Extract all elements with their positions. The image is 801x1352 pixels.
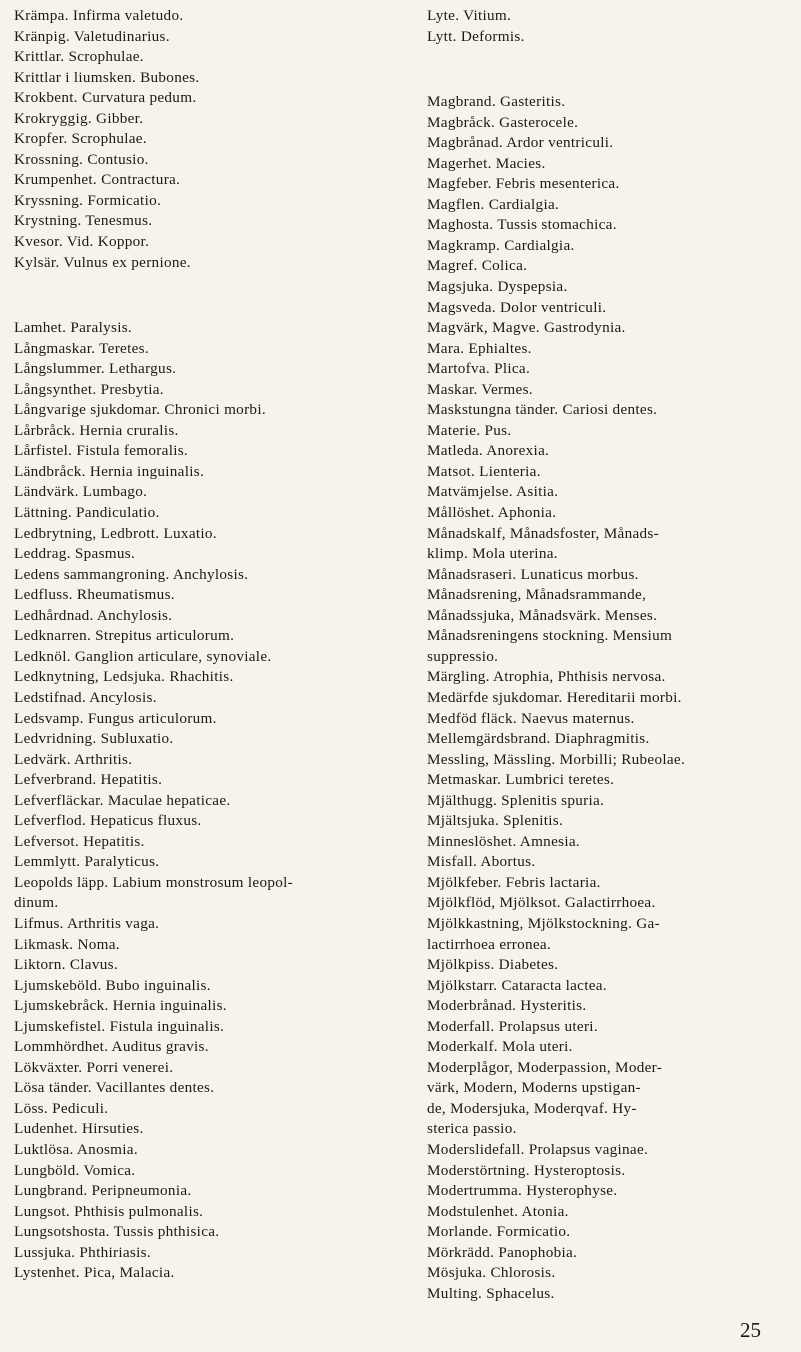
entry-line: Lytt. Deformis. [427, 27, 525, 45]
entry-line: Mjölkflöd, Mjölksot. Galactirrhoea. [427, 894, 656, 912]
entry-line: Mållöshet. Aphonia. [427, 504, 557, 522]
entry-line: Ländvärk. Lumbago. [14, 483, 148, 501]
entry-line: Magflen. Cardialgia. [427, 195, 560, 213]
entry-line: Likmask. Noma. [14, 935, 120, 953]
entry-line: Ledens sammangroning. Anchylosis. [14, 565, 249, 583]
entry-group-m [427, 92, 799, 1304]
entry-line: värk, Modern, Moderns upstigan- [427, 1079, 641, 1097]
section-gap [427, 47, 799, 92]
entry-line: Krittlar i liumsken. Bubones. [14, 68, 200, 86]
entry-line: Magerhet. Macies. [427, 154, 546, 172]
entry-line: Materie. Pus. [427, 421, 512, 439]
entry-line: Modstulenhet. Atonia. [427, 1202, 569, 1220]
entry-line: Matvämjelse. Asitia. [427, 483, 559, 501]
entry-line: Leddrag. Spasmus. [14, 545, 136, 563]
entry-line: Långslummer. Lethargus. [14, 360, 177, 378]
entry-line: Lungsot. Phthisis pulmonalis. [14, 1202, 204, 1220]
entry-line: Lårfistel. Fistula femoralis. [14, 442, 189, 460]
entry-line: Maskar. Vermes. [427, 380, 533, 398]
entry-line: Morlande. Formicatio. [427, 1223, 571, 1241]
left-column [14, 6, 414, 1284]
entry-line: Ljumskefistel. Fistula inguinalis. [14, 1017, 225, 1035]
entry-line: Minneslöshet. Amnesia. [427, 832, 580, 850]
entry-line: Krossning. Contusio. [14, 150, 149, 168]
entry-line: Magsveda. Dolor ventriculi. [427, 298, 607, 316]
entry-line: Liktorn. Clavus. [14, 956, 118, 974]
entry-line: Magbrånad. Ardor ventriculi. [427, 134, 614, 152]
entry-line: Matsot. Lienteria. [427, 462, 541, 480]
entry-line: Moderplågor, Moderpassion, Moder- [427, 1058, 663, 1076]
page-number: 25 [740, 1318, 761, 1342]
entry-line: Långsynthet. Presbytia. [14, 380, 164, 398]
entry-line: Lussjuka. Phthiriasis. [14, 1243, 151, 1261]
entry-line: Mara. Ephialtes. [427, 339, 532, 357]
entry-line: Kränpig. Valetudinarius. [14, 27, 170, 45]
entry-line: Metmaskar. Lumbrici teretes. [427, 771, 615, 789]
entry-line: lactirrhoea erronea. [427, 935, 552, 953]
entry-line: Löss. Pediculi. [14, 1099, 109, 1117]
entry-line: Moderfall. Prolapsus uteri. [427, 1017, 598, 1035]
entry-line: Moderstörtning. Hysteroptosis. [427, 1161, 626, 1179]
entry-line: Messling, Mässling. Morbilli; Rubeolae. [427, 750, 686, 768]
entry-line: Lefverbrand. Hepatitis. [14, 771, 163, 789]
right-column [427, 6, 799, 1304]
entry-line: Martofva. Plica. [427, 360, 531, 378]
entry-line: Lösa tänder. Vacillantes dentes. [14, 1079, 215, 1097]
entry-line: Lemmlytt. Paralyticus. [14, 853, 160, 871]
entry-line: Ledhårdnad. Anchylosis. [14, 606, 173, 624]
entry-line: Märgling. Atrophia, Phthisis nervosa. [427, 668, 666, 686]
entry-line: klimp. Mola uterina. [427, 545, 558, 563]
entry-line: Magbrand. Gasteritis. [427, 93, 566, 111]
entry-line: Medföd fläck. Naevus maternus. [427, 709, 635, 727]
entry-line: Luktlösa. Anosmia. [14, 1140, 138, 1158]
entry-line: Kryssning. Formicatio. [14, 191, 162, 209]
entry-line: Magkramp. Cardialgia. [427, 236, 575, 254]
entry-line: Krystning. Tenesmus. [14, 212, 153, 230]
entry-line: Mjälthugg. Splenitis spuria. [427, 791, 605, 809]
entry-line: Krumpenhet. Contractura. [14, 171, 181, 189]
entry-line: Kropfer. Scrophulae. [14, 130, 147, 148]
entry-group-ly [427, 6, 799, 47]
entry-line: Månadssjuka, Månadsvärk. Menses. [427, 606, 658, 624]
entry-line: Krokbent. Curvatura pedum. [14, 89, 197, 107]
entry-line: Medärfde sjukdomar. Hereditarii morbi. [427, 688, 682, 706]
entry-line: Ländbråck. Hernia inguinalis. [14, 462, 205, 480]
entry-line: Mjölkstarr. Cataracta lactea. [427, 976, 607, 994]
entry-line: Lefverflod. Hepaticus fluxus. [14, 812, 202, 830]
entry-line: Månadsrening, Månadsrammande, [427, 586, 647, 604]
entry-line: Krokryggig. Gibber. [14, 109, 144, 127]
entry-line: Mjältsjuka. Splenitis. [427, 812, 564, 830]
entry-line: Ledvärk. Arthritis. [14, 750, 133, 768]
entry-line: Mjölkpiss. Diabetes. [427, 956, 559, 974]
entry-line: Lamhet. Paralysis. [14, 319, 133, 337]
entry-line: Misfall. Abortus. [427, 853, 536, 871]
entry-line: Magref. Colica. [427, 257, 528, 275]
entry-line: Kylsär. Vulnus ex pernione. [14, 253, 191, 271]
entry-line: Ledsvamp. Fungus articulorum. [14, 709, 217, 727]
entry-line: Mjölkkastning, Mjölkstockning. Ga- [427, 914, 660, 932]
entry-line: Månadskalf, Månadsfoster, Månads- [427, 524, 659, 542]
entry-line: Lättning. Pandiculatio. [14, 504, 160, 522]
entry-line: Ledfluss. Rheumatismus. [14, 586, 175, 604]
entry-line: Månadsraseri. Lunaticus morbus. [427, 565, 639, 583]
entry-line: Lystenhet. Pica, Malacia. [14, 1264, 175, 1282]
entry-line: Mjölkfeber. Febris lactaria. [427, 873, 601, 891]
entry-line: Lefversot. Hepatitis. [14, 832, 145, 850]
entry-line: sterica passio. [427, 1120, 517, 1138]
entry-line: Mellemgärdsbrand. Diaphragmitis. [427, 730, 650, 748]
entry-group-l [14, 318, 414, 1284]
entry-line: Långmaskar. Teretes. [14, 339, 149, 357]
entry-line: Magfeber. Febris mesenterica. [427, 175, 620, 193]
entry-line: Matleda. Anorexia. [427, 442, 550, 460]
entry-line: Kvesor. Vid. Koppor. [14, 233, 150, 251]
entry-line: Moderbrånad. Hysteritis. [427, 997, 587, 1015]
entry-group-k [14, 6, 414, 273]
entry-line: Leopolds läpp. Labium monstrosum leopol- [14, 873, 294, 891]
entry-line: Ljumskebråck. Hernia inguinalis. [14, 997, 227, 1015]
entry-line: Lyte. Vitium. [427, 7, 512, 24]
entry-line: Lårbråck. Hernia cruralis. [14, 421, 179, 439]
entry-line: Ledstifnad. Ancylosis. [14, 688, 157, 706]
section-gap [14, 273, 414, 318]
entry-line: Ledknöl. Ganglion articulare, synoviale. [14, 647, 272, 665]
entry-line: dinum. [14, 894, 59, 912]
entry-line: Ludenhet. Hirsuties. [14, 1120, 144, 1138]
entry-line: Moderkalf. Mola uteri. [427, 1038, 573, 1056]
entry-line: Lungsotshosta. Tussis phthisica. [14, 1223, 220, 1241]
entry-line: Krämpa. Infirma valetudo. [14, 7, 184, 24]
entry-line: Lökväxter. Porri venerei. [14, 1058, 174, 1076]
entry-line: Ljumskeböld. Bubo inguinalis. [14, 976, 211, 994]
entry-line: Lefverfläckar. Maculae hepaticae. [14, 791, 231, 809]
entry-line: Lommhördhet. Auditus gravis. [14, 1038, 209, 1056]
entry-line: Lungbrand. Peripneumonia. [14, 1182, 192, 1200]
entry-line: Modertrumma. Hysterophyse. [427, 1182, 618, 1200]
entry-line: Lungböld. Vomica. [14, 1161, 136, 1179]
entry-line: de, Modersjuka, Moderqvaf. Hy- [427, 1099, 637, 1117]
entry-line: Månadsreningens stockning. Mensium [427, 627, 673, 645]
entry-line: Lifmus. Arthritis vaga. [14, 914, 160, 932]
entry-line: Krittlar. Scrophulae. [14, 48, 144, 66]
entry-line: Ledknytning, Ledsjuka. Rhachitis. [14, 668, 234, 686]
entry-line: Långvarige sjukdomar. Chronici morbi. [14, 401, 266, 419]
entry-line: Multing. Sphacelus. [427, 1284, 555, 1302]
entry-line: Maghosta. Tussis stomachica. [427, 216, 617, 234]
entry-line: Ledbrytning, Ledbrott. Luxatio. [14, 524, 217, 542]
entry-line: Ledknarren. Strepitus articulorum. [14, 627, 235, 645]
entry-line: Magsjuka. Dyspepsia. [427, 278, 568, 296]
entry-line: Magvärk, Magve. Gastrodynia. [427, 319, 626, 337]
entry-line: Moderslidefall. Prolapsus vaginae. [427, 1140, 649, 1158]
entry-line: Ledvridning. Subluxatio. [14, 730, 174, 748]
entry-line: Mörkrädd. Panophobia. [427, 1243, 578, 1261]
entry-line: suppressio. [427, 647, 499, 665]
entry-line: Magbråck. Gasterocele. [427, 113, 579, 131]
entry-line: Maskstungna tänder. Cariosi dentes. [427, 401, 658, 419]
entry-line: Mösjuka. Chlorosis. [427, 1264, 556, 1282]
